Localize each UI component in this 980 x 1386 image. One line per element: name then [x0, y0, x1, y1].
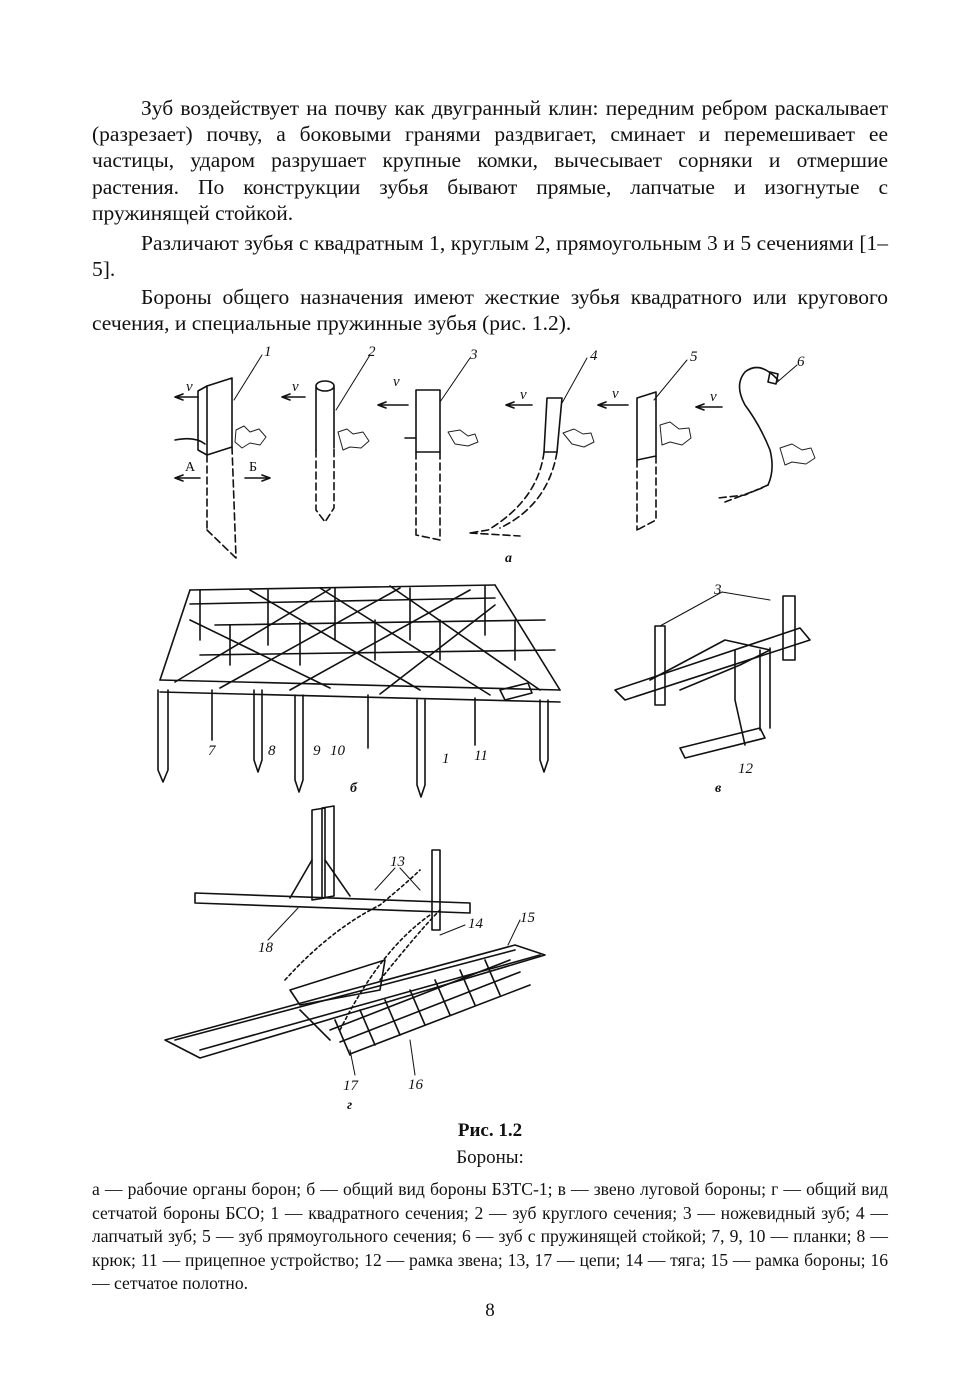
paragraph-2-text: Различают зубья с квадратным 1, круглым 2, прямоугольным 3 и 5 сечениями [1–5].: [92, 231, 888, 282]
label-part-8: 8: [268, 743, 276, 759]
label-part-7: 7: [208, 743, 216, 759]
label-part-10: 10: [330, 743, 345, 759]
panel-b-harrow: [158, 585, 560, 797]
velocity-label: v: [710, 389, 717, 405]
label-part-11: 11: [474, 748, 488, 764]
panel-b-letter: б: [350, 781, 357, 796]
label-tooth-2: 2: [368, 344, 376, 360]
panel-g-letter: г: [347, 1098, 353, 1113]
label-tooth-5: 5: [690, 349, 698, 365]
label-part-16: 16: [408, 1077, 423, 1093]
panel-g-mesh-harrow: [165, 806, 545, 1075]
label-tooth-6: 6: [797, 354, 805, 370]
label-part-12: 12: [738, 761, 753, 777]
paragraph-3-text: Бороны общего назначения имеют жесткие зубья квадратного или кругового сечения, и специальные пружинные зубья (рис. 1.2).: [92, 285, 888, 336]
label-tooth-3: 3: [470, 347, 478, 363]
label-part-18: 18: [258, 940, 273, 956]
panel-a-letter: а: [505, 551, 512, 566]
velocity-label: v: [393, 374, 400, 390]
page-number: 8: [485, 1300, 495, 1321]
direction-b-label: Б: [249, 460, 258, 475]
direction-a-label: А: [185, 460, 196, 475]
label-part-15: 15: [520, 910, 535, 926]
velocity-label: v: [520, 387, 527, 403]
panel-a-teeth: [175, 355, 815, 558]
label-part-13: 13: [390, 854, 405, 870]
panel-v-letter: в: [715, 781, 722, 796]
paragraph-1-text: Зуб воздействует на почву как двугранный клин: передним ребром раскалывает (разрезает) почву, а боковыми гранями раздвигает, сминает и перемешивает ее частицы, ударом разрушает крупные комки, вычесывает сорняки и отмершие растения. По конструкции зубья бывают прямые, лапчатые и изогнутые с пружинящей стойкой.: [92, 96, 888, 225]
velocity-label: v: [186, 379, 193, 395]
panel-v-link: [615, 592, 810, 758]
label-part-17: 17: [343, 1078, 358, 1094]
figure-subtitle: Бороны:: [456, 1147, 524, 1168]
figure-title: Рис. 1.2: [457, 1120, 523, 1141]
label-tooth-1: 1: [264, 344, 272, 360]
figure-legend: а — рабочие органы борон; б — общий вид бороны БЗТС-1; в — звено луговой бороны; г — общий вид сетчатой бороны БСО; 1 — квадратного сечения; 2 — зуб круглого сечения; 3 — ножевидный зуб; 4 — лапчатый зуб; 5 — зуб прямоугольного сечения; 6 — зуб с пружинящей стойкой; 7, 9, 10 — планки; 8 — крюк; 11 — прицепное устройство; 12 — рамка звена; 13, 17 — цепи; 14 — тяга; 15 — рамка бороны; 16 — сетчатое полотно.: [92, 1179, 888, 1294]
label-part-1: 1: [442, 751, 450, 767]
label-part-9: 9: [313, 743, 321, 759]
label-tooth-4: 4: [590, 348, 598, 364]
label-part-14: 14: [468, 916, 483, 932]
velocity-label: v: [612, 386, 619, 402]
velocity-label: v: [292, 379, 299, 395]
label-part-3: 3: [714, 582, 722, 598]
